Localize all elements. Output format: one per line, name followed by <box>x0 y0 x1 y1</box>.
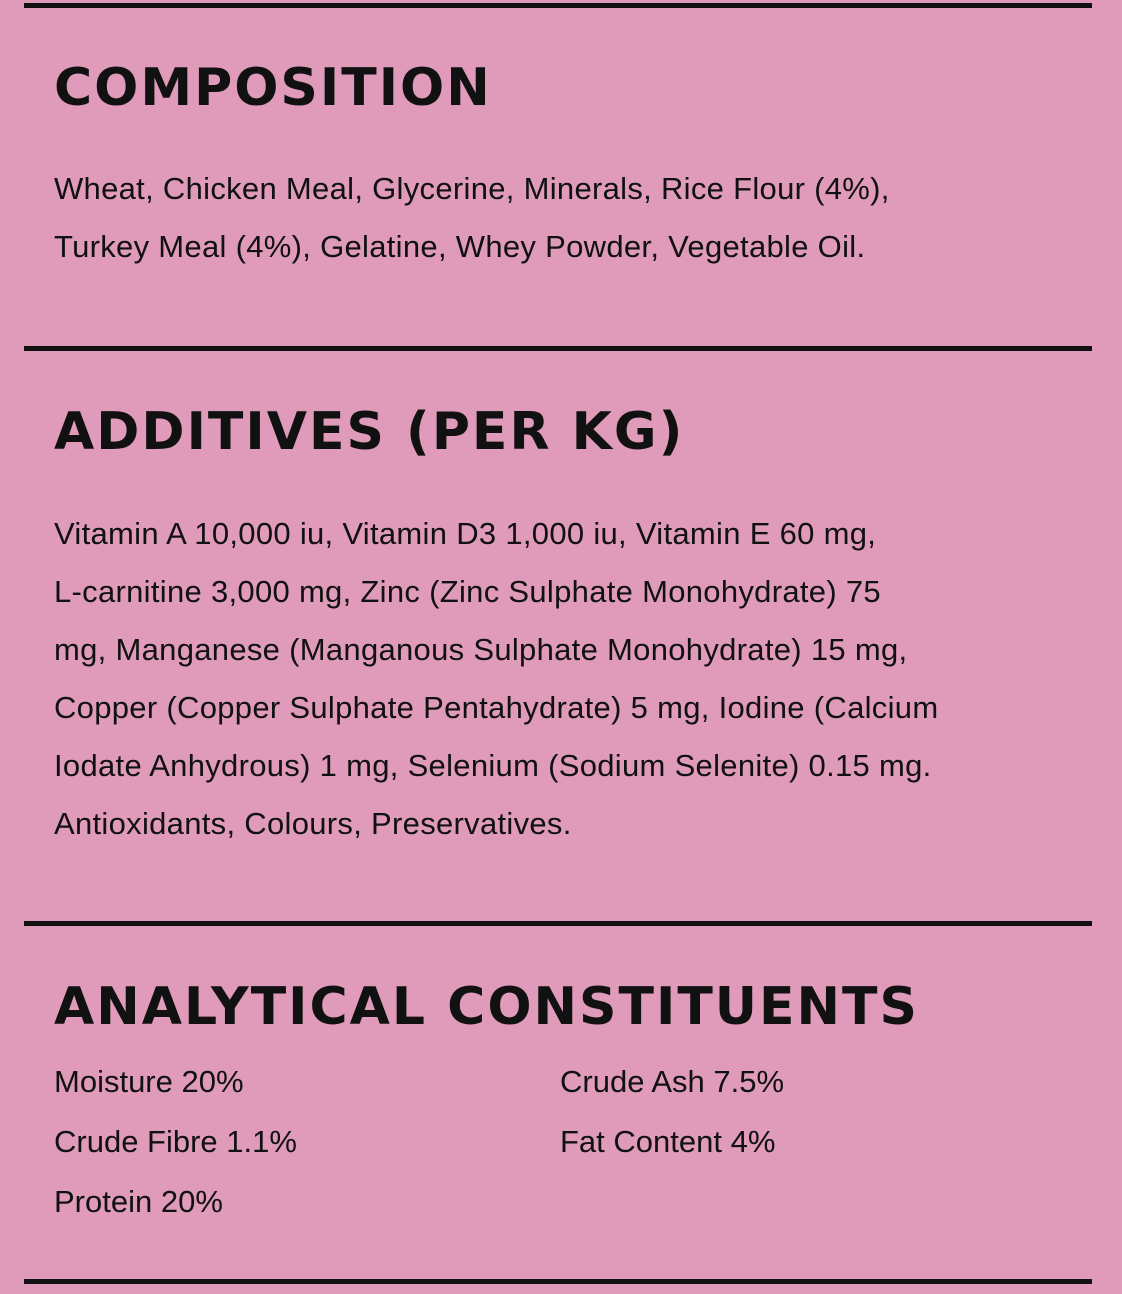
composition-text <box>54 160 1054 276</box>
analytical-right-column <box>560 1052 784 1172</box>
constituent-moisture: Moisture 20% <box>54 1064 244 1099</box>
composition-divider <box>24 346 1092 351</box>
additives-line: Copper (Copper Sulphate Pentahydrate) 5 mg, Iodine (Calcium <box>54 690 939 725</box>
composition-heading: COMPOSITION <box>54 58 492 118</box>
bottom-divider <box>24 1279 1092 1284</box>
additives-divider <box>24 921 1092 926</box>
additives-line: Antioxidants, Colours, Preservatives. <box>54 806 572 841</box>
composition-line: Wheat, Chicken Meal, Glycerine, Minerals, Rice Flour (4%), <box>54 171 890 206</box>
additives-heading: ADDITIVES (PER KG) <box>54 402 685 462</box>
top-divider <box>24 3 1092 8</box>
additives-line: Iodate Anhydrous) 1 mg, Selenium (Sodium Selenite) 0.15 mg. <box>54 748 932 783</box>
analytical-left-column <box>54 1052 297 1232</box>
additives-line: mg, Manganese (Manganous Sulphate Monohydrate) 15 mg, <box>54 632 908 667</box>
constituent-crude-ash: Crude Ash 7.5% <box>560 1064 785 1099</box>
additives-text <box>54 505 1054 853</box>
constituent-fat-content: Fat Content 4% <box>560 1124 776 1159</box>
constituent-protein: Protein 20% <box>54 1184 223 1219</box>
analytical-heading: ANALYTICAL CONSTITUENTS <box>54 977 919 1037</box>
additives-line: L-carnitine 3,000 mg, Zinc (Zinc Sulphate Monohydrate) 75 <box>54 574 881 609</box>
additives-line: Vitamin A 10,000 iu, Vitamin D3 1,000 iu, Vitamin E 60 mg, <box>54 516 877 551</box>
constituent-crude-fibre: Crude Fibre 1.1% <box>54 1124 297 1159</box>
composition-line: Turkey Meal (4%), Gelatine, Whey Powder, Vegetable Oil. <box>54 229 866 264</box>
